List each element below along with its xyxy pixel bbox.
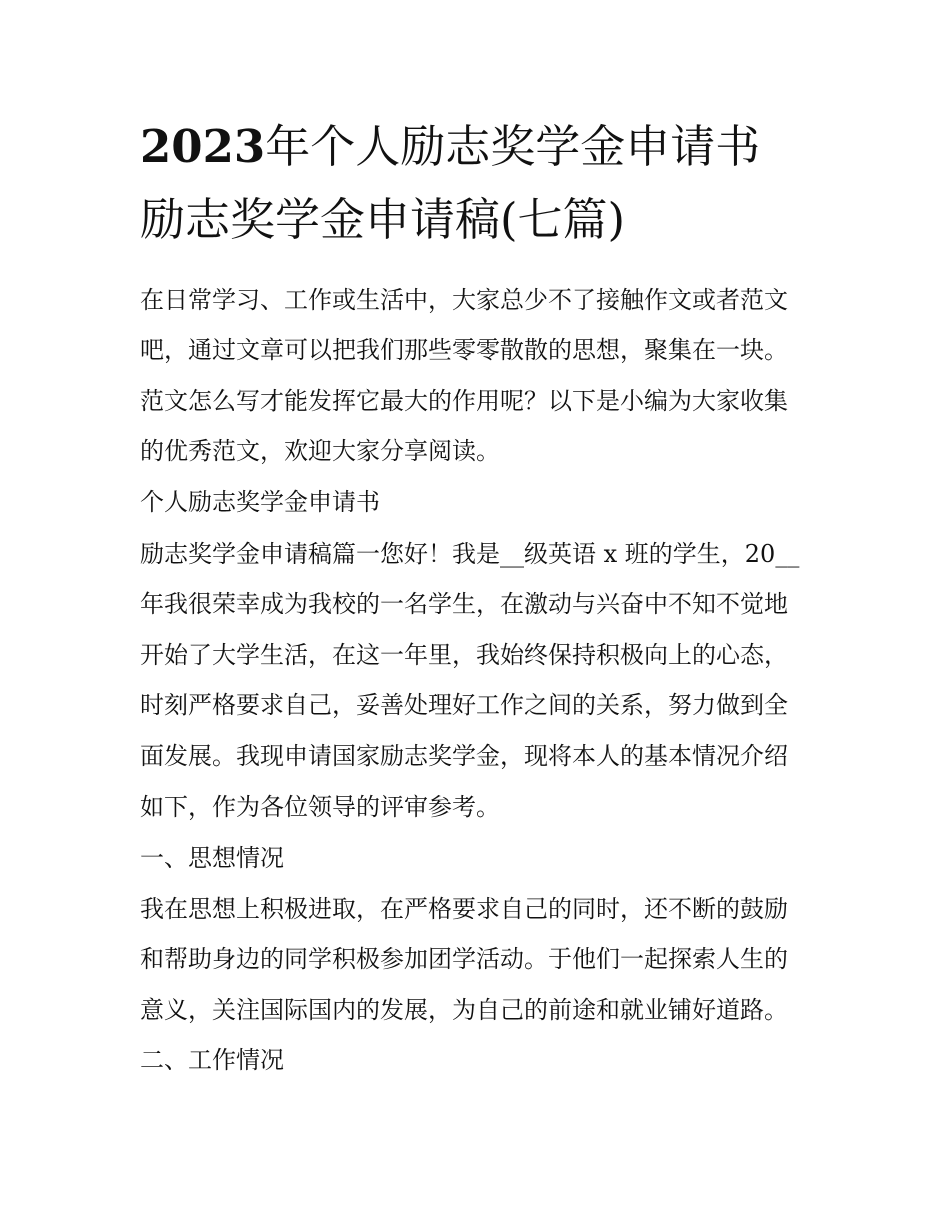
section-heading: 二、工作情况 — [140, 1046, 284, 1074]
body-line: 如下，作为各位领导的评审参考。 — [140, 793, 500, 821]
body-line: 吧，通过文章可以把我们那些零零散散的思想，聚集在一块。 — [140, 336, 788, 364]
body-line: 意义，关注国际国内的发展，为自己的前途和就业铺好道路。 — [140, 996, 788, 1024]
title-text: 年个人励志奖学金申请书 — [265, 120, 761, 173]
document-title-line-1 — [140, 120, 820, 173]
body-line: 我在思想上积极进取，在严格要求自己的同时，还不断的鼓励 — [140, 895, 788, 923]
body-line: 范文怎么写才能发挥它最大的作用呢？以下是小编为大家收集 — [140, 387, 788, 415]
body-line: 励志奖学金申请稿篇一您好！我是__级英语 x 班的学生，20__ — [140, 540, 800, 568]
document-title-line-2: 励志奖学金申请稿(七篇) — [140, 193, 626, 246]
body-line: 时刻严格要求自己，妥善处理好工作之间的关系，努力做到全 — [140, 691, 788, 719]
body-line: 开始了大学生活，在这一年里，我始终保持积极向上的心态， — [140, 641, 788, 669]
body-line: 年我很荣幸成为我校的一名学生，在激动与兴奋中不知不觉地 — [140, 590, 788, 618]
section-heading: 个人励志奖学金申请书 — [140, 488, 380, 516]
title-year: 2023 — [140, 120, 266, 173]
body-line: 面发展。我现申请国家励志奖学金，现将本人的基本情况介绍 — [140, 742, 788, 770]
body-line: 在日常学习、工作或生活中，大家总少不了接触作文或者范文 — [140, 286, 788, 314]
section-heading: 一、思想情况 — [140, 844, 284, 872]
body-line: 和帮助身边的同学积极参加团学活动。于他们一起探索人生的 — [140, 945, 788, 973]
body-line: 的优秀范文，欢迎大家分享阅读。 — [140, 437, 500, 465]
